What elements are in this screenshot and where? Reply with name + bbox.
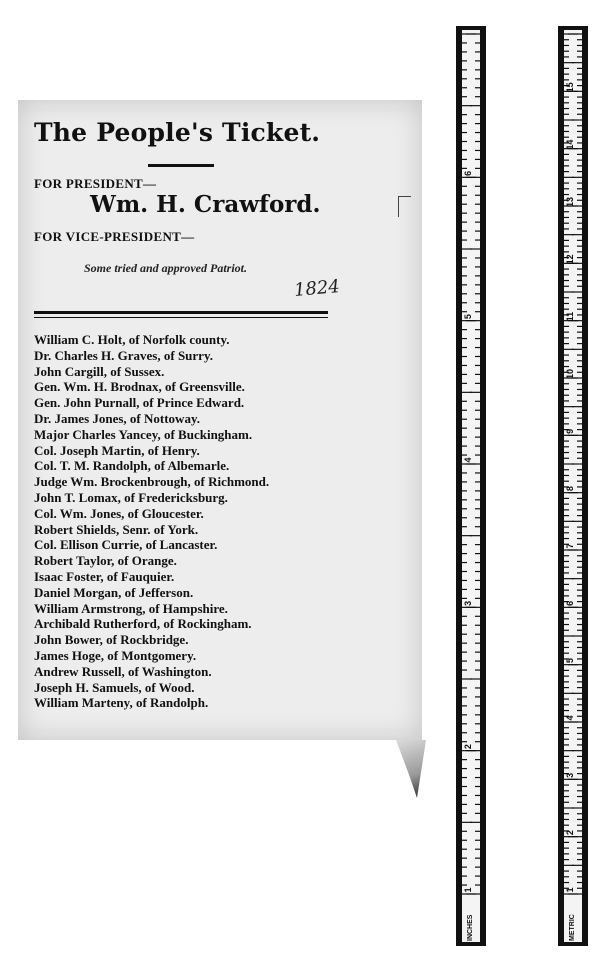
elector-entry: Col. Wm. Jones, of Gloucester.: [34, 505, 204, 521]
elector-entry: Judge Wm. Brockenbrough, of Richmond.: [34, 474, 270, 490]
ruler-number: 8: [565, 486, 575, 492]
elector-entry: Gen. Wm. H. Brodnax, of Greensville.: [34, 379, 245, 395]
ruler-number: 6: [565, 600, 575, 606]
metric-ruler: [558, 26, 588, 946]
elector-entry: William Marteny, of Randolph.: [34, 695, 209, 711]
elector-entry: Joseph H. Samuels, of Wood.: [34, 679, 195, 695]
elector-entry: William C. Holt, of Norfolk county.: [34, 332, 230, 347]
title-rule: [148, 164, 214, 167]
divider-rule-thin: [34, 317, 328, 318]
ruler-number: 15: [565, 82, 575, 93]
metric-unit-label: METRIC: [569, 914, 576, 941]
elector-entry: James Hoge, of Montgomery.: [34, 647, 197, 663]
ruler-number: 14: [565, 139, 575, 150]
elector-entry: Dr. James Jones, of Nottoway.: [34, 410, 200, 426]
elector-entry: Daniel Morgan, of Jefferson.: [34, 584, 194, 600]
elector-entry: Andrew Russell, of Washington.: [34, 663, 212, 679]
elector-entry: William Armstrong, of Hampshire.: [34, 600, 228, 616]
elector-entry: Dr. Charles H. Graves, of Surry.: [34, 347, 213, 363]
ruler-number: 10: [565, 368, 575, 380]
elector-entry: Robert Shields, Senr. of York.: [34, 521, 199, 537]
ruler-number: 5: [463, 314, 473, 320]
torn-paper-edge: [396, 740, 426, 798]
inch-ruler-ticks: [456, 26, 486, 946]
divider-rule-thick: [34, 311, 328, 314]
ruler-number: 4: [565, 715, 575, 721]
elector-entry: John Cargill, of Sussex.: [34, 363, 165, 379]
vice-president-note: Some tried and approved Patriot.: [84, 261, 247, 275]
electors-list: [34, 332, 269, 711]
elector-entry: John Bower, of Rockbridge.: [34, 632, 189, 648]
elector-entry: Gen. John Purnall, of Prince Edward.: [34, 395, 245, 411]
for-president-label: FOR PRESIDENT—: [34, 176, 157, 191]
elector-entry: Major Charles Yancey, of Buckingham.: [34, 426, 253, 442]
ruler-number: 2: [463, 744, 473, 750]
paper-mark: [398, 196, 411, 217]
metric-ruler-ticks: [558, 26, 588, 946]
ruler-number: 9: [565, 428, 575, 434]
elector-entry: John T. Lomax, of Fredericksburg.: [34, 489, 228, 505]
president-candidate: Wm. H. Crawford.: [90, 191, 321, 218]
ruler-number: 5: [565, 658, 575, 664]
ruler-number: 1: [565, 887, 575, 893]
ruler-number: 2: [565, 830, 575, 836]
elector-entry: Col. Joseph Martin, of Henry.: [34, 442, 200, 458]
ticket-title: The People's Ticket.: [34, 118, 321, 147]
ruler-number: 12: [565, 254, 575, 265]
ruler-number: 1: [463, 887, 473, 893]
elector-entry: Robert Taylor, of Orange.: [34, 553, 177, 569]
inch-unit-label: INCHES: [467, 914, 474, 941]
handwritten-year: 1824: [293, 276, 341, 301]
ruler-number: 3: [463, 600, 473, 606]
for-vice-president-label: FOR VICE-PRESIDENT—: [34, 229, 195, 244]
ruler-number: 13: [565, 196, 575, 208]
elector-entry: Col. Ellison Currie, of Lancaster.: [34, 537, 218, 553]
ruler-number: 7: [565, 543, 575, 549]
inch-ruler: [456, 26, 486, 946]
elector-entry: Archibald Rutherford, of Rockingham.: [34, 616, 252, 632]
elector-entry: Isaac Foster, of Fauquier.: [34, 568, 175, 584]
ruler-number: 3: [565, 772, 575, 778]
elector-entry: Col. T. M. Randolph, of Albemarle.: [34, 458, 230, 474]
ruler-number: 6: [463, 170, 473, 176]
ruler-number: 11: [565, 311, 575, 322]
ruler-number: 4: [463, 457, 473, 463]
